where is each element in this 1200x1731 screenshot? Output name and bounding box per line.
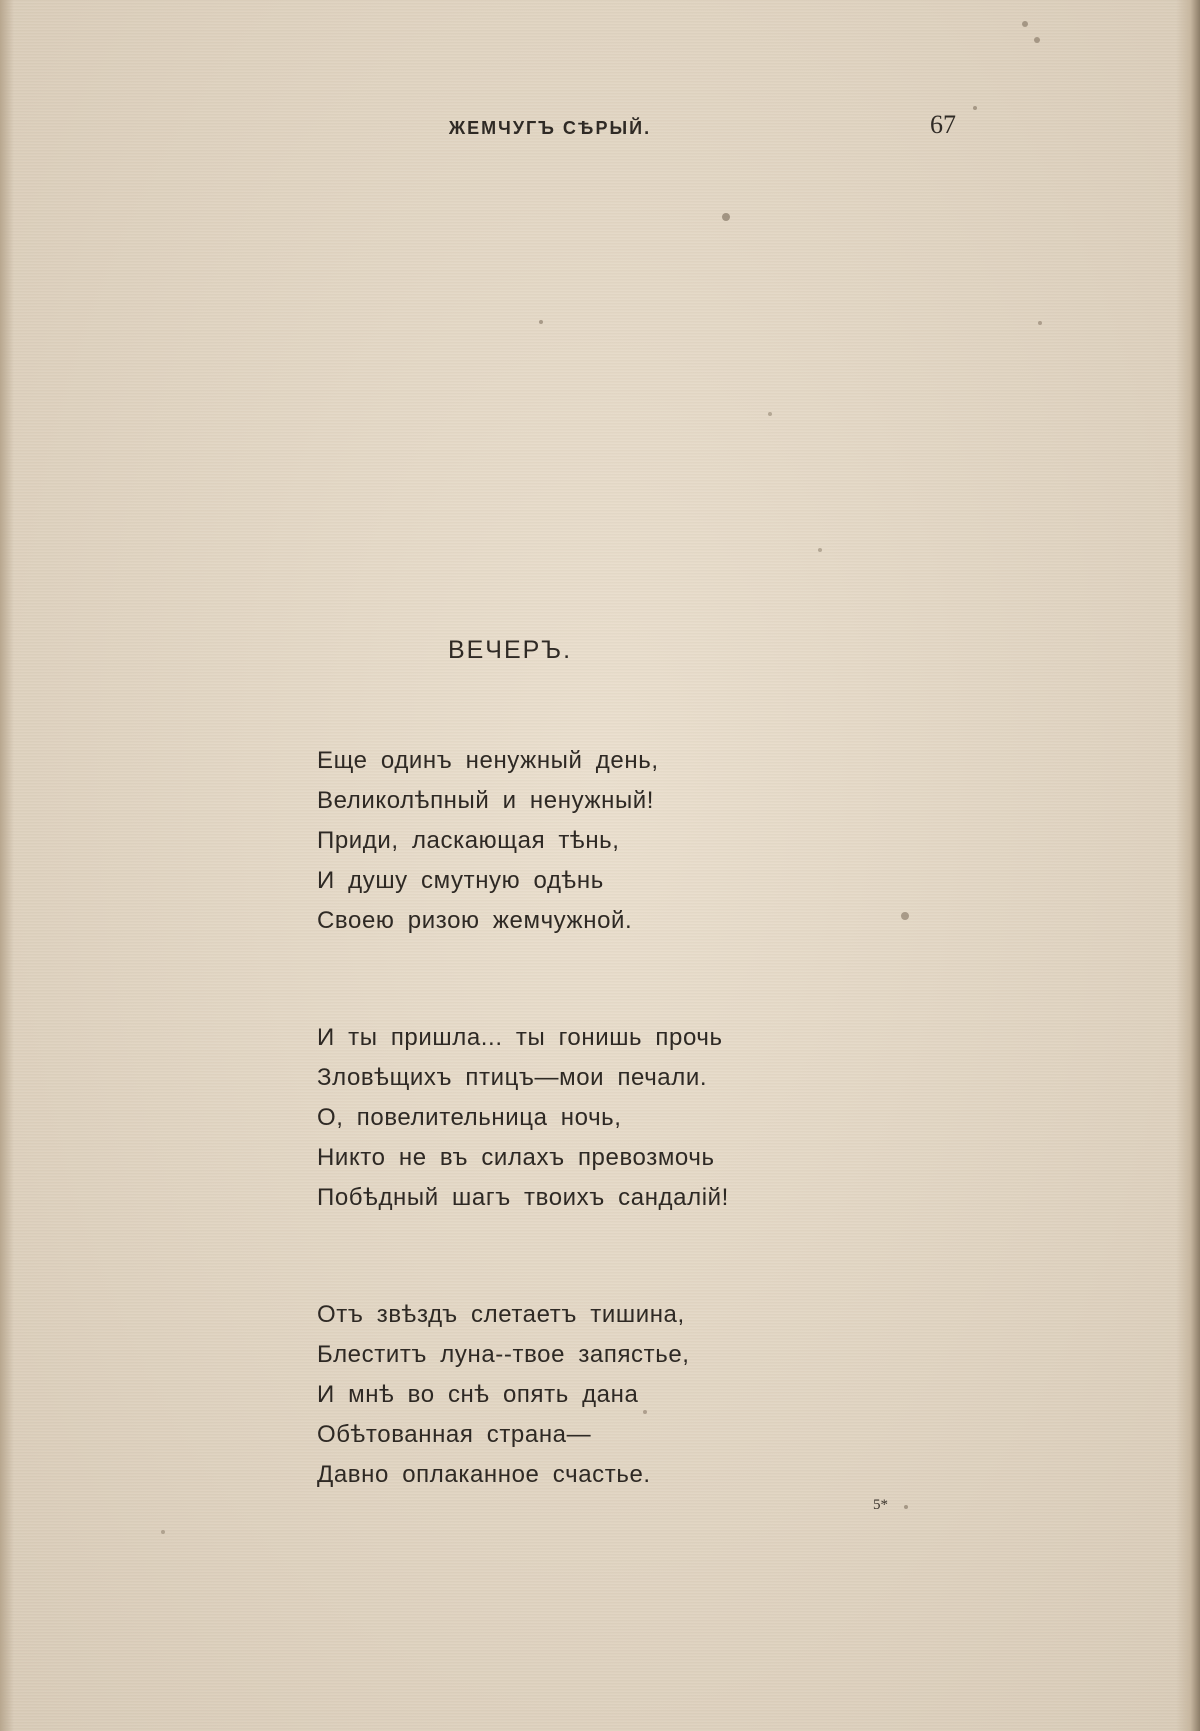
- poem-line: О, повелительница ночь,: [317, 1104, 622, 1131]
- stanza: [317, 1018, 837, 1218]
- poem-line: Обѣтованная страна—: [317, 1421, 592, 1448]
- poem-line: Приди, ласкающая тѣнь,: [317, 827, 620, 854]
- poem-line: И ты пришла... ты гонишь прочь: [317, 1024, 723, 1051]
- paper-speck: [161, 1530, 165, 1534]
- signature-mark: 5*: [873, 1497, 888, 1513]
- page-number: 67: [930, 110, 956, 139]
- paper-speck: [768, 412, 772, 416]
- gutter-shadow: [0, 0, 14, 1731]
- paper-speck: [1038, 321, 1042, 325]
- poem-line: Побѣдный шагъ твоихъ сандалій!: [317, 1184, 729, 1211]
- running-head: ЖЕМЧУГЪ СѢРЫЙ.: [448, 118, 652, 138]
- poem-line: Великолѣпный и ненужный!: [317, 787, 655, 814]
- stanza: [317, 1295, 837, 1495]
- poem-line: И мнѣ во снѣ опять дана: [317, 1381, 639, 1408]
- paper-speck: [1022, 21, 1028, 27]
- poem-line: И душу смутную одѣнь: [317, 867, 604, 894]
- paper-speck: [1034, 37, 1040, 43]
- stanza: [317, 741, 837, 941]
- page-edge: [1176, 0, 1200, 1731]
- poem-line: Отъ звѣздъ слетаетъ тишина,: [317, 1301, 685, 1328]
- poem-line: Еще одинъ ненужный день,: [317, 747, 659, 774]
- poem-line: Своею ризою жемчужной.: [317, 907, 633, 934]
- paper-speck: [818, 548, 822, 552]
- poem-line: Давно оплаканное счастье.: [317, 1461, 651, 1488]
- paper-speck: [904, 1505, 908, 1509]
- poem-line: Блеститъ луна--твое запястье,: [317, 1341, 690, 1368]
- paper-speck: [539, 320, 543, 324]
- poem-line: Зловѣщихъ птицъ—мои печали.: [317, 1064, 708, 1091]
- paper-speck: [722, 213, 730, 221]
- paper-speck: [901, 912, 909, 920]
- poem-line: Никто не въ силахъ превозмочь: [317, 1144, 715, 1171]
- poem-title: ВЕЧЕРЪ.: [447, 636, 573, 664]
